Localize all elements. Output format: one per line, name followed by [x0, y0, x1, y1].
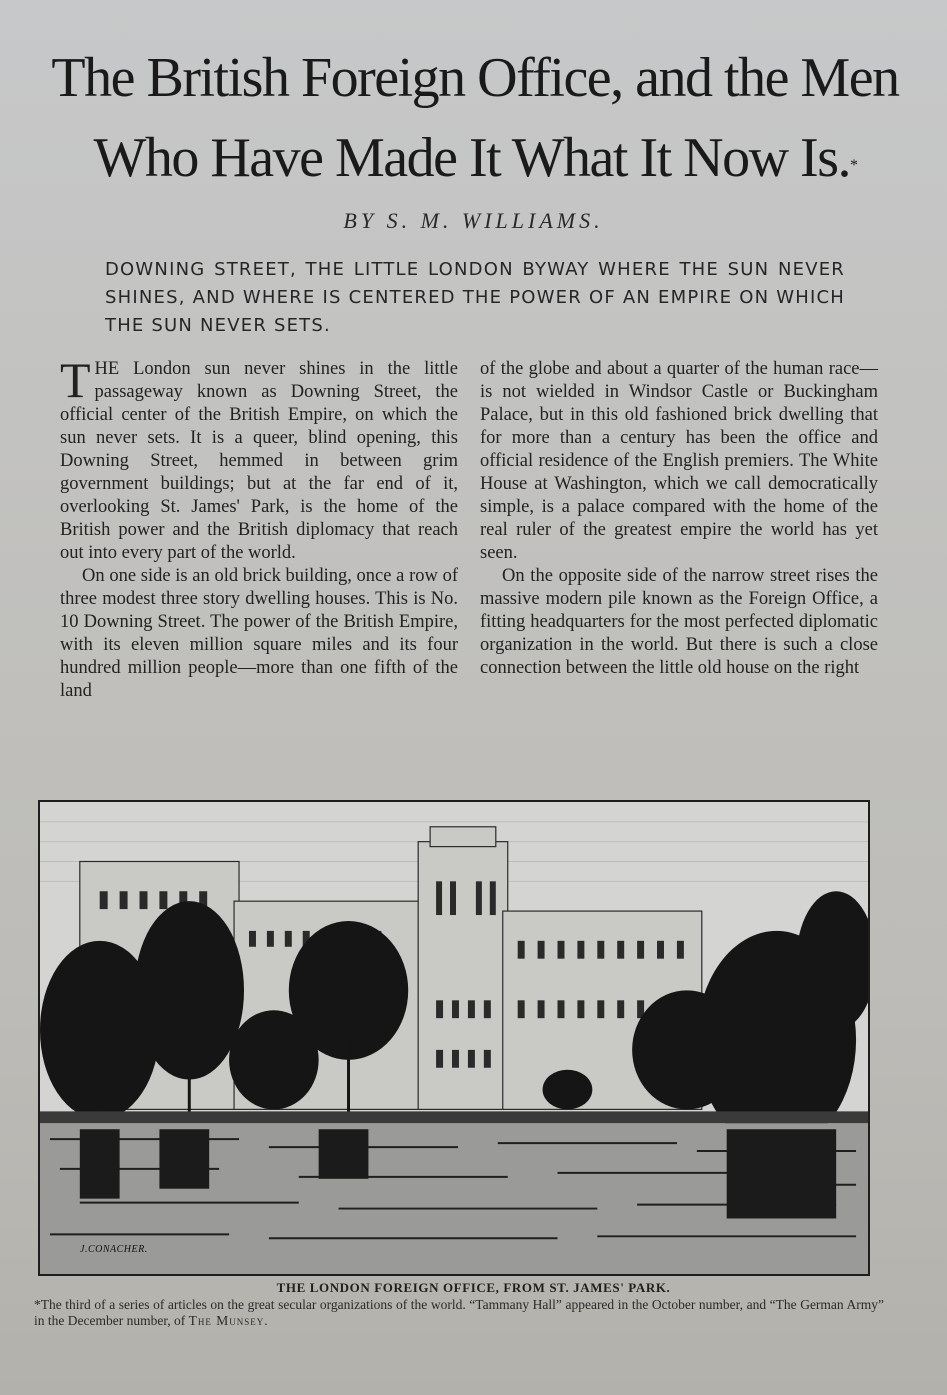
title-line-2-text: Who Have Made It What It Now Is. — [93, 127, 850, 189]
figure-caption: THE LONDON FOREIGN OFFICE, FROM ST. JAMES' PARK. — [276, 1280, 671, 1295]
article-title — [40, 38, 910, 198]
paragraph-text: HE London sun never shines in the little passageway known as Downing Street, the official center of the British Empire, on which the sun never sets. It is a queer, blind opening, this Downing Street, hemmed in between grim government buildings; but at the far end of it, overlooking St. James' Park, is the home of the British power and the British diplomacy that reach out into every part of the world. — [60, 359, 458, 563]
footnote-marker: * — [850, 157, 857, 174]
deck-subheading: DOWNING STREET, THE LITTLE LONDON BYWAY WHERE THE SUN NEVER SHINES, AND WHERE IS CENTERED THE POWER OF AN EMPIRE ON WHICH THE SUN NEVER SETS. — [105, 259, 845, 336]
drop-cap: T — [60, 352, 91, 408]
paragraph: On one side is an old brick building, once a row of three modest three story dwelling houses. This is No. 10 Downing Street. The power of the British Empire, with its eleven million square miles and its four hundred million people—more than one fifth of the land — [60, 566, 458, 701]
artist-signature: J.CONACHER. — [80, 1244, 148, 1255]
byline: BY S. M. WILLIAMS. — [343, 208, 604, 233]
paragraph: On the opposite side of the narrow street rises the massive modern pile known as the Foreign Office, a fitting headquarters for the most perfected diplomatic organization in the world. But there is such a close connection between the little old house on the right — [480, 566, 878, 678]
paragraph: of the globe and about a quarter of the human race—is not wielded in Windsor Castle or Buckingham Palace, but in this old fashioned brick dwelling that for more than a century has been the office and official residence of the English premiers. The White House at Washington, which we call democratically simple, is a palace compared with the home of the real ruler of the greatest empire the world has yet seen. — [480, 359, 878, 563]
foreign-office-engraving — [40, 802, 868, 1274]
title-line-1: The British Foreign Office, and the Men — [51, 47, 899, 109]
footnote-text: *The third of a series of articles on the great secular organizations of the world. “Tammany Hall” appeared in the October number, and “The German Army” in the December number, of — [34, 1297, 884, 1328]
magazine-name: The Munsey. — [188, 1313, 269, 1328]
text-column-right — [480, 358, 878, 680]
paragraph — [60, 352, 458, 565]
footnote — [34, 1297, 884, 1329]
engraving-illustration — [38, 800, 870, 1276]
text-column-left — [60, 352, 458, 703]
title-line-2 — [40, 118, 910, 198]
